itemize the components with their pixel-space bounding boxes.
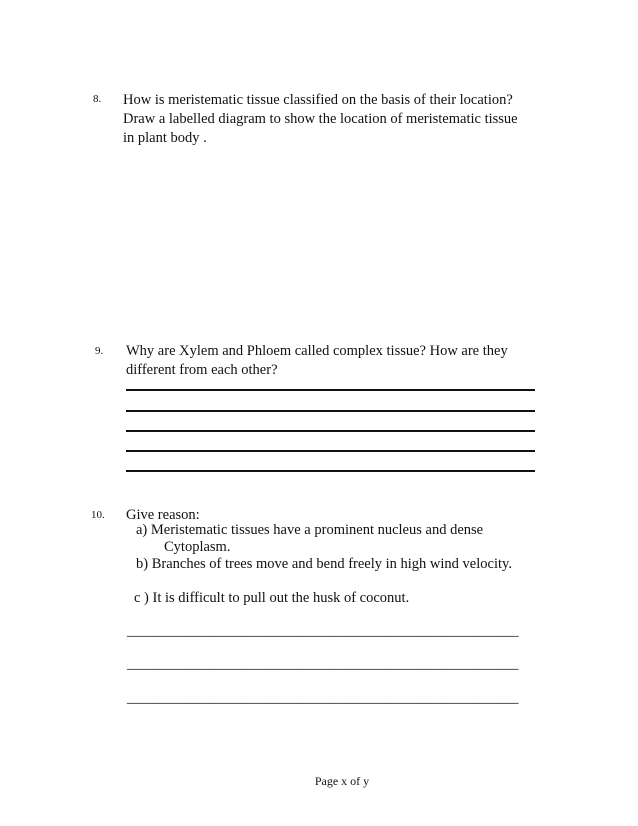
question-line: in plant body . [123, 130, 207, 146]
question-number: 9. [95, 345, 104, 357]
question-number: 10. [91, 509, 105, 521]
question-line: Draw a labelled diagram to show the location of meristematic tissue [123, 111, 518, 127]
question-line: How is meristematic tissue classified on the basis of their location? [123, 92, 513, 108]
page-number: Page x of y [314, 774, 370, 788]
answer-line[interactable]: ______________________________________________________ [127, 623, 519, 639]
answer-line[interactable] [126, 389, 535, 391]
question-line: different from each other? [126, 362, 278, 378]
answer-line[interactable] [126, 450, 535, 452]
reason-item-a: a) Meristematic tissues have a prominent nucleus and dense [136, 522, 484, 538]
answer-line[interactable] [126, 430, 535, 432]
question-number: 8. [93, 93, 102, 105]
answer-line[interactable] [126, 410, 535, 412]
question-heading: Give reason: [126, 507, 200, 523]
question-text [123, 91, 518, 148]
reason-item-c: c ) It is difficult to pull out the husk of coconut. [134, 590, 410, 606]
answer-line[interactable]: ______________________________________________________ [127, 656, 519, 672]
answer-line[interactable] [126, 470, 535, 472]
answer-line[interactable]: ______________________________________________________ [127, 690, 519, 706]
question-text [126, 342, 508, 380]
question-line: Why are Xylem and Phloem called complex tissue? How are they [126, 343, 508, 359]
page-footer [0, 774, 638, 788]
reason-item-b: b) Branches of trees move and bend freely in high wind velocity. [136, 556, 512, 572]
reason-item-a-continued: Cytoplasm. [164, 539, 231, 555]
